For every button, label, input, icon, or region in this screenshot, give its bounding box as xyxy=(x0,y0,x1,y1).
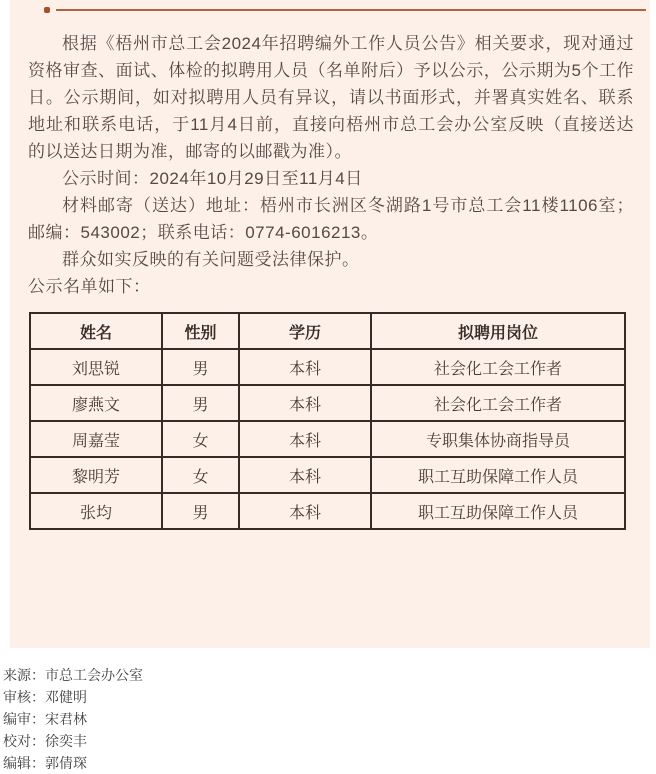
table-row xyxy=(30,421,625,457)
credit-chief-editor: 编审：宋君林 xyxy=(3,711,87,727)
notice-body xyxy=(10,22,650,530)
divider-line xyxy=(56,9,646,11)
candidates-table xyxy=(29,312,626,530)
notice-panel xyxy=(10,0,650,648)
credit-editor: 编辑：郭倩琛 xyxy=(3,755,87,771)
table-row xyxy=(30,385,625,421)
table-row xyxy=(30,493,625,529)
table-row xyxy=(30,457,625,493)
cell-position: 职工互助保障工作人员 xyxy=(371,457,625,493)
col-header-position: 拟聘用岗位 xyxy=(371,313,625,349)
cell-education: 本科 xyxy=(239,349,371,385)
article-credits xyxy=(3,664,143,774)
bullet-dot-icon xyxy=(44,7,50,13)
cell-position: 专职集体协商指导员 xyxy=(371,421,625,457)
cell-education: 本科 xyxy=(239,457,371,493)
table-row xyxy=(30,349,625,385)
cell-gender: 男 xyxy=(162,493,239,529)
paragraph-mailing-address: 材料邮寄（送达）地址：梧州市长洲区冬湖路1号市总工会11楼1106室；邮编：543002；联系电话：0774-6016213。 xyxy=(28,196,634,242)
cell-gender: 女 xyxy=(162,421,239,457)
credit-reviewer: 审核：邓健明 xyxy=(3,689,87,705)
col-header-gender: 性别 xyxy=(162,313,239,349)
cell-name: 张均 xyxy=(30,493,162,529)
cell-name: 黎明芳 xyxy=(30,457,162,493)
cell-name: 刘思锐 xyxy=(30,349,162,385)
list-intro: 公示名单如下： xyxy=(28,277,151,296)
cell-education: 本科 xyxy=(239,421,371,457)
cell-position: 职工互助保障工作人员 xyxy=(371,493,625,529)
credit-proofreader: 校对：徐奕丰 xyxy=(3,733,87,749)
cell-name: 周嘉莹 xyxy=(30,421,162,457)
cell-education: 本科 xyxy=(239,493,371,529)
col-header-name: 姓名 xyxy=(30,313,162,349)
cell-gender: 男 xyxy=(162,385,239,421)
cell-education: 本科 xyxy=(239,385,371,421)
table-header-row xyxy=(30,313,625,349)
paragraph-publicity-period: 公示时间：2024年10月29日至11月4日 xyxy=(62,169,363,188)
col-header-education: 学历 xyxy=(239,313,371,349)
credit-source: 来源：市总工会办公室 xyxy=(3,667,143,683)
cell-gender: 女 xyxy=(162,457,239,493)
paragraph-intro: 根据《梧州市总工会2024年招聘编外工作人员公告》相关要求，现对通过资格审查、面试、体检的拟聘用人员（名单附后）予以公示，公示期为5个工作日。公示期间，如对拟聘用人员有异议，请以书面形式，并署真实姓名、联系地址和联系电话，于11月4日前，直接向梧州市总工会办公室反映（直接送达的以送达日期为准，邮寄的以邮戳为准）。 xyxy=(28,34,634,161)
header-decoration xyxy=(10,0,650,22)
cell-position: 社会化工会工作者 xyxy=(371,349,625,385)
cell-name: 廖燕文 xyxy=(30,385,162,421)
paragraph-legal-protection: 群众如实反映的有关问题受法律保护。 xyxy=(62,250,360,269)
cell-gender: 男 xyxy=(162,349,239,385)
cell-position: 社会化工会工作者 xyxy=(371,385,625,421)
